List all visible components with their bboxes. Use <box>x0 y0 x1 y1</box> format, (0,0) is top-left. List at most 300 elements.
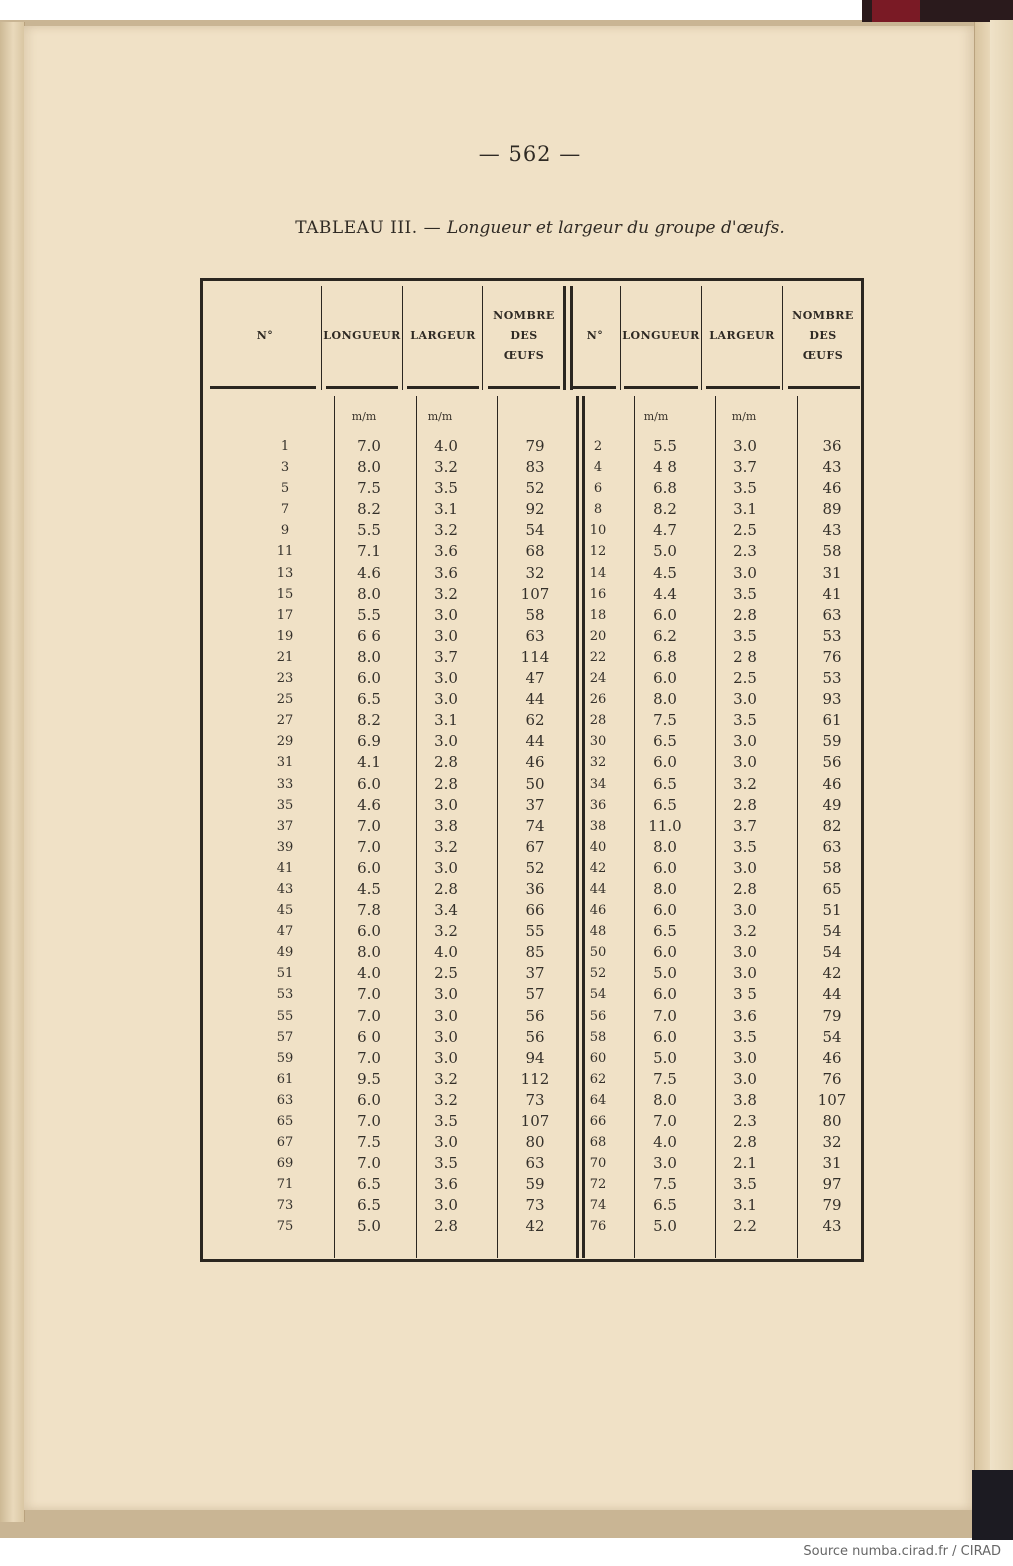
table-cell: 3.0 <box>434 1048 458 1067</box>
table-cell: 3.0 <box>434 858 458 877</box>
table-cell: 8.2 <box>357 711 381 730</box>
table-cell: 7.0 <box>357 1112 381 1130</box>
table-cell: 3.2 <box>434 1090 458 1109</box>
table-cell: 2.3 <box>733 1112 757 1130</box>
table-cell: 17 <box>276 607 294 623</box>
table-cell: 55 <box>276 1008 294 1024</box>
table-cell: 33 <box>276 776 294 792</box>
table-cell: 6.0 <box>357 922 381 941</box>
table-cell: 3.2 <box>434 521 458 540</box>
table-cell: 2.3 <box>733 542 757 561</box>
table-cell: 3.0 <box>434 1006 458 1025</box>
table-cell: 67 <box>276 1135 294 1151</box>
table-cell: 2 8 <box>733 647 757 666</box>
table-cell: 3.0 <box>434 690 458 709</box>
table-cell: 46 <box>822 774 842 793</box>
table-cell: 2.8 <box>733 1133 757 1152</box>
table-cell: 6.0 <box>653 858 677 877</box>
table-cell: 44 <box>525 732 545 751</box>
table-cell: 63 <box>525 1154 545 1173</box>
header-no-right: N° <box>586 329 604 342</box>
table-cell: 54 <box>525 521 545 540</box>
table-cell: 6.0 <box>653 1027 677 1046</box>
table-cell: 7.1 <box>357 542 381 561</box>
table-cell: 8.0 <box>357 943 381 962</box>
table-cell: 73 <box>525 1196 545 1215</box>
table-cell: 107 <box>520 584 550 603</box>
table-cell: 57 <box>525 985 545 1004</box>
table-cell: 3.2 <box>434 458 458 477</box>
table-cell: 6 6 <box>357 626 381 645</box>
table-cell: 3.0 <box>434 795 458 814</box>
table-cell: 24 <box>589 671 607 687</box>
table-cell: 2.8 <box>434 774 458 793</box>
table-cell: 6.0 <box>357 1090 381 1109</box>
header-rule <box>326 386 398 389</box>
table-cell: 7.0 <box>653 1006 677 1025</box>
table-cell: 7.0 <box>653 1112 677 1130</box>
table-cell: 3.1 <box>434 711 458 730</box>
table-cell: 29 <box>276 734 294 750</box>
table-cell: 43 <box>822 521 842 540</box>
table-cell: 80 <box>822 1112 842 1130</box>
table-cell: 76 <box>589 1219 607 1235</box>
column-longueur-right <box>634 436 696 1238</box>
table-cell: 15 <box>276 586 294 602</box>
table-cell: 72 <box>589 1177 607 1193</box>
table-cell: 8.0 <box>357 458 381 477</box>
table-cell: 3.0 <box>434 1027 458 1046</box>
unit-label: m/m <box>731 410 757 423</box>
table-cell: 6.5 <box>653 774 677 793</box>
table-cell: 65 <box>276 1114 294 1129</box>
table-cell: 8.2 <box>653 500 677 519</box>
header-rule <box>210 386 316 389</box>
table-cell: 3.0 <box>733 1048 757 1067</box>
table-cell: 71 <box>276 1177 294 1193</box>
table-cell: 3.6 <box>434 542 458 561</box>
table-cell: 56 <box>589 1008 607 1024</box>
table-cell: 3.4 <box>434 901 458 920</box>
table-cell: 66 <box>525 901 545 920</box>
table-cell: 6.5 <box>653 795 677 814</box>
table-cell: 3.5 <box>733 837 757 856</box>
table-cell: 7.5 <box>653 1175 677 1194</box>
table-cell: 59 <box>276 1050 294 1066</box>
table-cell: 26 <box>589 692 607 708</box>
table-cell: 3.8 <box>733 1090 757 1109</box>
table-cell: 3 5 <box>733 985 757 1004</box>
table-cell: 56 <box>525 1027 545 1046</box>
table-cell: 39 <box>276 839 294 855</box>
table-cell: 3.0 <box>434 669 458 688</box>
table-cell: 3 <box>280 460 290 476</box>
table-cell: 6.5 <box>653 922 677 941</box>
table-cell: 6 0 <box>357 1027 381 1046</box>
left-page-edge <box>0 22 25 1522</box>
table-cell: 22 <box>589 649 607 665</box>
header-no-left: N° <box>256 329 274 342</box>
table-cell: 38 <box>589 818 607 834</box>
table-cell: 8.2 <box>357 500 381 519</box>
table-cell: 6.8 <box>653 647 677 666</box>
table-cell: 4.0 <box>434 943 458 962</box>
caption-lead: TABLEAU III. — <box>295 218 447 238</box>
column-no-right <box>582 436 614 1238</box>
table-cell: 11 <box>276 544 294 560</box>
table-cell: 40 <box>589 839 607 855</box>
table-cell: 107 <box>817 1090 847 1109</box>
table-cell: 70 <box>589 1156 607 1172</box>
header-largeur-right: LARGEUR <box>709 329 775 342</box>
table-cell: 4.0 <box>357 964 381 983</box>
table-cell: 3.6 <box>434 563 458 582</box>
table-cell: 3.0 <box>733 964 757 983</box>
table-cell: 80 <box>525 1133 545 1152</box>
table-cell: 8.0 <box>653 690 677 709</box>
table-cell: 3.5 <box>733 1175 757 1194</box>
table-cell: 6.5 <box>357 690 381 709</box>
table-cell: 6 <box>593 481 603 497</box>
table-cell: 2.8 <box>733 795 757 814</box>
table-cell: 75 <box>276 1219 294 1235</box>
table-cell: 7.0 <box>357 837 381 856</box>
table-cell: 51 <box>822 901 842 920</box>
table-cell: 6.9 <box>357 732 381 751</box>
table-cell: 6.0 <box>653 943 677 962</box>
table-cell: 7.5 <box>357 479 381 498</box>
table-cell: 37 <box>525 964 545 983</box>
table-cell: 62 <box>525 711 545 730</box>
table-cell: 2.1 <box>733 1154 757 1173</box>
table-cell: 7.5 <box>653 711 677 730</box>
table-cell: 3.5 <box>434 479 458 498</box>
table-cell: 3.0 <box>733 437 757 455</box>
table-cell: 3.0 <box>733 563 757 582</box>
cover-board <box>990 20 1013 1540</box>
table-cell: 13 <box>276 565 294 581</box>
table-cell: 3.7 <box>733 816 757 835</box>
table-cell: 3.7 <box>733 458 757 477</box>
header-rule <box>624 386 698 389</box>
table-cell: 73 <box>276 1198 294 1214</box>
table-cell: 4.6 <box>357 795 381 814</box>
table-cell: 28 <box>589 713 607 729</box>
table-cell: 12 <box>589 544 607 560</box>
header-rule <box>706 386 780 389</box>
table-cell: 7.5 <box>653 1069 677 1088</box>
table-cell: 27 <box>276 713 294 729</box>
bookmark-ribbon <box>872 0 920 22</box>
table-cell: 7.0 <box>357 985 381 1004</box>
table-cell: 3.6 <box>733 1006 757 1025</box>
table-cell: 43 <box>822 458 842 477</box>
header-nombre-right: NOMBRE DES ŒUFS <box>792 309 854 362</box>
table-cell: 89 <box>822 500 842 519</box>
table-cell: 31 <box>276 755 294 771</box>
unit-label: m/m <box>351 410 377 423</box>
table-cell: 44 <box>822 985 842 1004</box>
center-rule <box>563 286 566 390</box>
table-cell: 2.5 <box>434 964 458 983</box>
table-cell: 6.5 <box>653 1196 677 1215</box>
table-cell: 6.0 <box>653 901 677 920</box>
table-cell: 65 <box>822 879 842 898</box>
table-cell: 3.8 <box>434 816 458 835</box>
table-cell: 3.0 <box>653 1154 677 1173</box>
table-cell: 3.0 <box>733 732 757 751</box>
table-cell: 6.0 <box>653 985 677 1004</box>
table-cell: 4.7 <box>653 521 677 540</box>
table-cell: 3.0 <box>733 690 757 709</box>
table-cell: 5.0 <box>653 1217 677 1236</box>
table-cell: 8.0 <box>357 584 381 603</box>
table-cell: 3.1 <box>434 500 458 519</box>
column-nombre-right <box>800 436 864 1238</box>
table-cell: 5.5 <box>357 521 381 540</box>
table-cell: 8.0 <box>653 879 677 898</box>
table-cell: 59 <box>822 732 842 751</box>
table-cell: 32 <box>822 1133 842 1152</box>
table-cell: 6.2 <box>653 626 677 645</box>
table-cell: 4 8 <box>653 458 677 477</box>
table-cell: 6.5 <box>357 1175 381 1194</box>
table-cell: 54 <box>822 1027 842 1046</box>
table-cell: 44 <box>589 881 607 897</box>
table-cell: 58 <box>822 858 842 877</box>
table-cell: 3.2 <box>434 584 458 603</box>
table-cell: 2.5 <box>733 669 757 688</box>
table-cell: 3.5 <box>733 1027 757 1046</box>
table-cell: 92 <box>525 500 545 519</box>
table-cell: 62 <box>589 1071 607 1087</box>
table-cell: 7.0 <box>357 1048 381 1067</box>
table-cell: 7.0 <box>357 437 381 455</box>
table-cell: 114 <box>520 647 550 666</box>
table-cell: 3.5 <box>733 626 757 645</box>
table-cell: 3.2 <box>434 837 458 856</box>
table-cell: 18 <box>589 607 607 623</box>
column-rule <box>782 286 783 390</box>
table-cell: 55 <box>525 922 545 941</box>
table-cell: 44 <box>525 690 545 709</box>
table-cell: 64 <box>589 1092 607 1108</box>
table-cell: 53 <box>822 626 842 645</box>
table-cell: 3.0 <box>434 985 458 1004</box>
header-rule <box>570 386 616 389</box>
table-cell: 1 <box>280 439 290 454</box>
table-cell: 3.6 <box>434 1175 458 1194</box>
table-cell: 63 <box>822 605 842 624</box>
table-cell: 4.1 <box>357 753 381 772</box>
table-cell: 69 <box>276 1156 294 1172</box>
table-cell: 74 <box>525 816 545 835</box>
table-cell: 52 <box>589 966 607 982</box>
table-cell: 42 <box>589 860 607 876</box>
table-cell: 8.0 <box>653 1090 677 1109</box>
table-cell: 8 <box>593 502 603 518</box>
header-nombre-left: NOMBRE DES ŒUFS <box>493 309 555 362</box>
column-largeur-right <box>712 436 778 1238</box>
table-cell: 6.0 <box>653 605 677 624</box>
table-cell: 2.8 <box>434 879 458 898</box>
table-cell: 85 <box>525 943 545 962</box>
header-longueur-right: LONGUEUR <box>622 329 700 342</box>
table-cell: 93 <box>822 690 842 709</box>
table-cell: 2 <box>593 439 603 454</box>
table-cell: 36 <box>822 437 842 455</box>
table-cell: 32 <box>525 563 545 582</box>
table-cell: 107 <box>520 1112 550 1130</box>
table-cell: 36 <box>589 797 607 813</box>
table-cell: 3.0 <box>434 1196 458 1215</box>
table-cell: 58 <box>525 605 545 624</box>
table-cell: 6.0 <box>357 669 381 688</box>
table-cell: 51 <box>276 966 294 982</box>
table-cell: 5 <box>280 481 290 497</box>
table-cell: 3.5 <box>434 1154 458 1173</box>
table-cell: 2.2 <box>733 1217 757 1236</box>
table-cell: 31 <box>822 1154 842 1173</box>
table-cell: 3.2 <box>733 922 757 941</box>
table-cell: 3.5 <box>733 479 757 498</box>
table-cell: 3.0 <box>434 732 458 751</box>
table-cell: 46 <box>822 479 842 498</box>
table-cell: 63 <box>525 626 545 645</box>
table-cell: 5.0 <box>653 964 677 983</box>
table-cell: 3.2 <box>434 1069 458 1088</box>
table-cell: 5.0 <box>653 542 677 561</box>
table-cell: 57 <box>276 1029 294 1045</box>
table-cell: 94 <box>525 1048 545 1067</box>
table-cell: 2.8 <box>434 1217 458 1236</box>
table-cell: 46 <box>589 903 607 919</box>
header-rule <box>788 386 860 389</box>
table-cell: 3.0 <box>733 858 757 877</box>
table-cell: 2.5 <box>733 521 757 540</box>
caption-title: Longueur et largeur du groupe d'œufs. <box>446 218 785 238</box>
table-caption <box>180 218 900 238</box>
table-cell: 3.5 <box>733 584 757 603</box>
table-cell: 36 <box>525 879 545 898</box>
table-cell: 79 <box>822 1196 842 1215</box>
table-cell: 52 <box>525 858 545 877</box>
table-cell: 35 <box>276 797 294 813</box>
table-cell: 6.8 <box>653 479 677 498</box>
table-cell: 5.5 <box>653 437 677 455</box>
table-cell: 9 <box>280 523 290 539</box>
table-cell: 76 <box>822 1069 842 1088</box>
table-cell: 7.5 <box>357 1133 381 1152</box>
table-cell: 3.0 <box>434 605 458 624</box>
center-rule <box>576 396 579 1258</box>
table-cell: 3.0 <box>434 626 458 645</box>
table-cell: 47 <box>525 669 545 688</box>
table-cell: 48 <box>589 924 607 940</box>
table-cell: 2.8 <box>733 879 757 898</box>
table-cell: 112 <box>520 1069 550 1088</box>
table-cell: 73 <box>525 1090 545 1109</box>
table-cell: 67 <box>525 837 545 856</box>
table-cell: 79 <box>822 1006 842 1025</box>
table-cell: 5.5 <box>357 605 381 624</box>
table-cell: 4 <box>593 460 603 476</box>
table-cell: 37 <box>525 795 545 814</box>
table-cell: 7 <box>280 502 290 518</box>
table-cell: 61 <box>822 711 842 730</box>
table-cell: 46 <box>822 1048 842 1067</box>
table-cell: 74 <box>589 1198 607 1214</box>
table-cell: 68 <box>525 542 545 561</box>
table-cell: 54 <box>589 987 607 1003</box>
header-rule <box>488 386 560 389</box>
header-longueur-left: LONGUEUR <box>323 329 401 342</box>
table-cell: 50 <box>525 774 545 793</box>
table-cell: 3.5 <box>733 711 757 730</box>
table-cell: 23 <box>276 671 294 687</box>
page-number: — 562 — <box>478 142 582 166</box>
table-cell: 63 <box>822 837 842 856</box>
column-rule <box>497 396 498 1258</box>
table-cell: 41 <box>276 860 294 876</box>
table-cell: 4.5 <box>653 563 677 582</box>
table-cell: 49 <box>822 795 842 814</box>
table-cell: 4.5 <box>357 879 381 898</box>
table-cell: 58 <box>822 542 842 561</box>
table-cell: 21 <box>276 649 294 665</box>
table-cell: 6.0 <box>357 774 381 793</box>
source-credit: Source numba.cirad.fr / CIRAD <box>803 1544 1001 1559</box>
table-cell: 82 <box>822 816 842 835</box>
table-cell: 54 <box>822 943 842 962</box>
table-cell: 3.2 <box>733 774 757 793</box>
table-cell: 25 <box>276 692 294 708</box>
column-rule <box>797 396 798 1258</box>
table-cell: 6.0 <box>653 753 677 772</box>
table-cell: 56 <box>525 1006 545 1025</box>
table-cell: 41 <box>822 584 842 603</box>
table-cell: 37 <box>276 818 294 834</box>
table-cell: 4.6 <box>357 563 381 582</box>
table-cell: 6.0 <box>357 858 381 877</box>
table-cell: 47 <box>276 924 294 940</box>
table-cell: 3.2 <box>434 922 458 941</box>
table-cell: 3.0 <box>733 943 757 962</box>
table-cell: 54 <box>822 922 842 941</box>
table-cell: 9.5 <box>357 1069 381 1088</box>
table-cell: 76 <box>822 647 842 666</box>
table-cell: 30 <box>589 734 607 750</box>
table-cell: 6.5 <box>357 1196 381 1215</box>
table-cell: 3.5 <box>434 1112 458 1130</box>
table-cell: 79 <box>525 437 545 455</box>
table-cell: 7.0 <box>357 1006 381 1025</box>
column-longueur-left <box>334 436 404 1238</box>
table-cell: 20 <box>589 628 607 644</box>
table-cell: 52 <box>525 479 545 498</box>
table-cell: 3.7 <box>434 647 458 666</box>
right-page-edge <box>974 22 991 1518</box>
table-cell: 7.0 <box>357 1154 381 1173</box>
table-cell: 66 <box>589 1114 607 1129</box>
table-cell: 53 <box>276 987 294 1003</box>
table-cell: 3.0 <box>434 1133 458 1152</box>
table-cell: 5.0 <box>357 1217 381 1236</box>
header-largeur-left: LARGEUR <box>410 329 476 342</box>
table-cell: 59 <box>525 1175 545 1194</box>
table-cell: 3.0 <box>733 753 757 772</box>
table-cell: 7.8 <box>357 901 381 920</box>
